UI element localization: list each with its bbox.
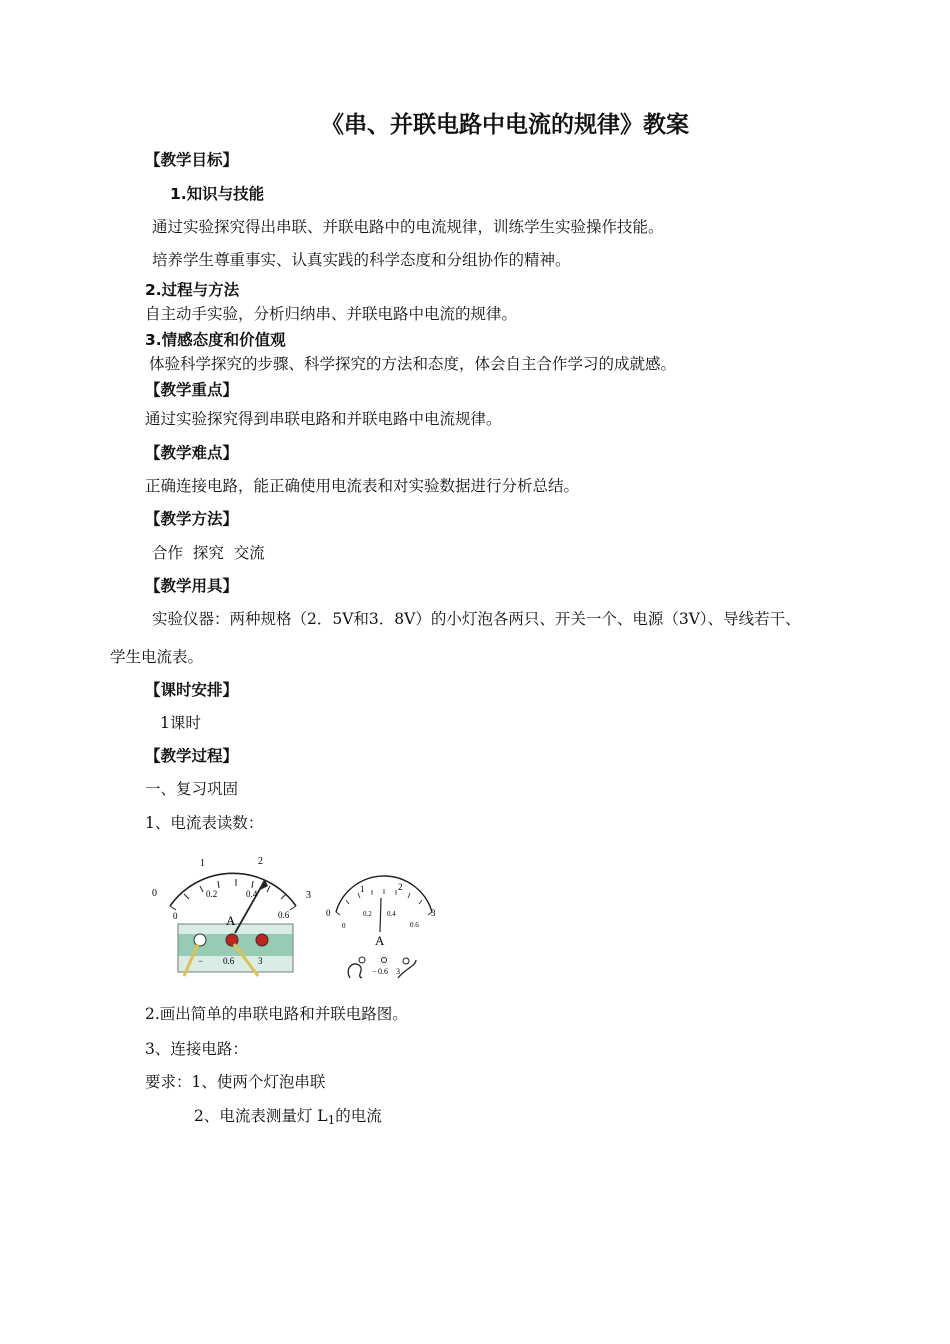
terminal-label: 3 <box>258 956 263 966</box>
tick-label: 0 <box>326 908 331 918</box>
page-title: 《串、并联电路中电流的规律》教案 <box>321 112 689 138</box>
subheading-knowledge: 1.知识与技能 <box>170 185 265 203</box>
heading-objectives: 【教学目标】 <box>145 151 239 169</box>
tick-label: 1 <box>200 858 205 869</box>
heading-tools: 【教学用具】 <box>145 577 239 595</box>
tick-label: 0 <box>173 911 178 921</box>
paragraph: 1课时 <box>160 714 201 732</box>
paragraph: 通过实验探究得出串联、并联电路中的电流规律，训练学生实验操作技能。 <box>152 218 664 236</box>
paragraph: 实验仪器：两种规格（2．5V和3．8V）的小灯泡各两只、开关一个、电源（3V）、导线若干、 <box>152 610 801 628</box>
tick-label: 0.6 <box>410 921 419 929</box>
paragraph: 通过实验探究得到串联电路和并联电路中电流规律。 <box>145 410 502 428</box>
terminal-label: − <box>372 967 377 976</box>
terminal-label: − <box>198 956 204 966</box>
requirement-text: 2、电流表测量灯 L <box>194 1107 328 1125</box>
terminal-label: 3 <box>396 967 400 976</box>
paragraph <box>194 1106 382 1130</box>
heading-process: 【教学过程】 <box>145 747 239 765</box>
tick-label: 0 <box>152 888 157 899</box>
tick-label: 0.2 <box>363 910 372 918</box>
heading-key-points: 【教学重点】 <box>145 381 239 399</box>
heading-difficulties: 【教学难点】 <box>145 444 239 462</box>
unit-label: A <box>226 913 236 928</box>
paragraph: 3、连接电路： <box>145 1040 248 1058</box>
tick-label: 0 <box>342 922 346 930</box>
terminal-label: 0.6 <box>378 967 388 976</box>
tick-label: 0.4 <box>246 889 258 899</box>
tick-label: 3 <box>431 908 436 918</box>
subheading-attitude: 3.情感态度和价值观 <box>145 331 286 349</box>
tick-label: 2 <box>258 856 263 867</box>
paragraph: 正确连接电路，能正确使用电流表和对实验数据进行分析总结。 <box>145 477 580 495</box>
heading-methods: 【教学方法】 <box>145 510 239 528</box>
ammeter-figure <box>140 850 450 980</box>
paragraph: 自主动手实验，分析归纳串、并联电路中电流的规律。 <box>145 305 518 323</box>
paragraph: 要求：1、使两个灯泡串联 <box>145 1073 326 1091</box>
tick-label: 0.6 <box>278 910 290 920</box>
paragraph: 体验科学探究的步骤、科学探究的方法和态度，体会自主合作学习的成就感。 <box>149 355 677 373</box>
heading-schedule: 【课时安排】 <box>145 681 239 699</box>
needle <box>380 898 381 932</box>
ammeter-2 <box>326 876 436 978</box>
tick-label: 3 <box>306 890 311 901</box>
subscript: 1 <box>327 1113 336 1127</box>
subheading-process: 2.过程与方法 <box>145 281 240 299</box>
paragraph: 合作 探究 交流 <box>152 544 265 562</box>
ammeter-1 <box>152 856 311 976</box>
tick-label: 0.2 <box>206 889 218 899</box>
requirement-text: 的电流 <box>335 1107 382 1125</box>
terminal-label: 0.6 <box>223 956 235 966</box>
unit-label: A <box>375 933 385 948</box>
paragraph: 学生电流表。 <box>110 648 204 666</box>
paragraph: 一、复习巩固 <box>145 780 239 798</box>
paragraph: 1、电流表读数： <box>145 814 264 832</box>
tick-label: 0.4 <box>387 910 396 918</box>
paragraph: 2.画出简单的串联电路和并联电路图。 <box>145 1005 408 1023</box>
tick-label: 1 <box>360 884 365 894</box>
paragraph: 培养学生尊重事实、认真实践的科学态度和分组协作的精神。 <box>152 251 571 269</box>
tick-label: 2 <box>398 882 403 892</box>
